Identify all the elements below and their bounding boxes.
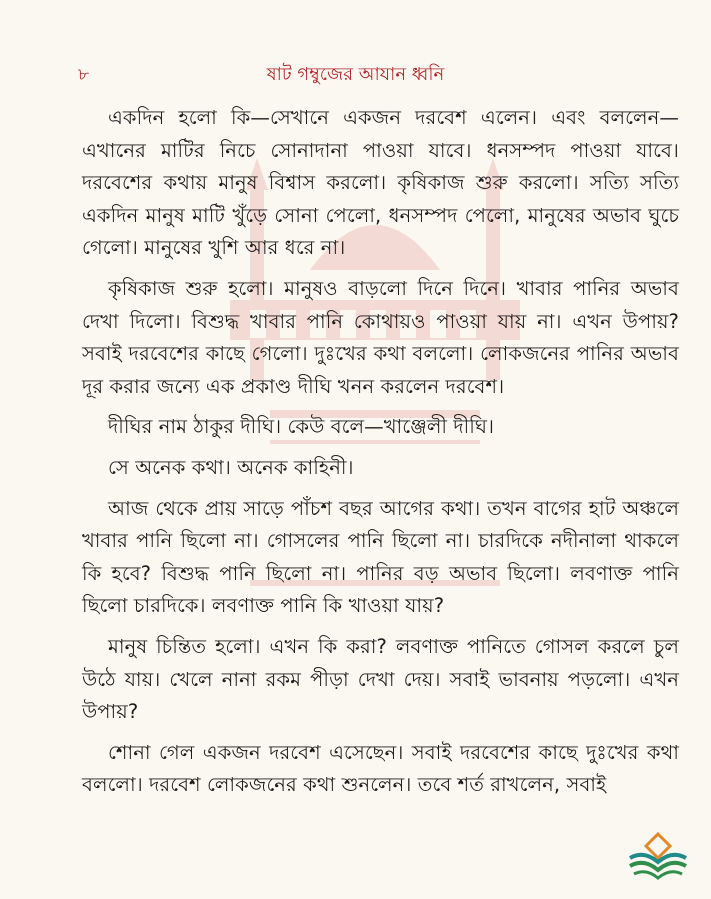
- paragraph: একদিন হলো কি—সেখানে একজন দরবেশ এলেন। এবং বললেন—এখানের মাটির নিচে সোনাদানা পাওয়া যাবে। ধনসম্পদ পাওয়া যাবে। দরবেশের কথায় মানুষ বিশ্বাস করলো। কৃষিকাজ শুরু করলো। সত্যি সত্যি একদিন মানুষ মাটি খুঁড়ে সোনা পেলো, ধনসম্পদ পেলো, মানুষের অভাব ঘুচে গেলো। মানুষের খুশি আর ধরে না।: [82, 106, 679, 260]
- paragraph: আজ থেকে প্রায় সাড়ে পাঁচশ বছর আগের কথা। তখন বাগের হাট অঞ্চলে খাবার পানি ছিলো না। গোসলের পানি ছিলো না। চারদিকে নদীনালা থাকলে কি হবে? বিশুদ্ধ পানি ছিলো না। পানির বড় অভাব ছিলো। লবণাক্ত পানি ছিলো চারদিকে। লবণাক্ত পানি কি খাওয়া যায়?: [82, 496, 679, 618]
- page-header: [0, 60, 711, 94]
- open-book-logo-icon: [626, 828, 690, 884]
- paragraph: শোনা গেল একজন দরবেশ এসেছেন। সবাই দরবেশের কাছে দুঃখের কথা বললো। দরবেশ লোকজনের কথা শুনলেন। তবে শর্ত রাখলেন, সবাই: [82, 740, 679, 797]
- paragraph: কৃষিকাজ শুরু হলো। মানুষও বাড়লো দিনে দিনে। খাবার পানির অভাব দেখা দিলো। বিশুদ্ধ খাবার পানি কোথায়ও পাওয়া যায় না। এখন উপায়? সবাই দরবেশের কাছে গেলো। দুঃখের কথা বললো। লোকজনের পানির অভাব দূর করার জন্যে এক প্রকাণ্ড দীঘি খনন করলেন দরবেশ।: [82, 276, 679, 398]
- page-number: ৮: [78, 65, 90, 85]
- body-text: [82, 102, 679, 810]
- paragraph: দীঘির নাম ঠাকুর দীঘি। কেউ বলে—খাঞ্জেলী দীঘি।: [108, 415, 495, 439]
- running-title: ষাট গম্বুজের আযান ধ্বনি: [266, 64, 445, 85]
- paragraph: মানুষ চিন্তিত হলো। এখন কি করা? লবণাক্ত পানিতে গোসল করলে চুল উঠে যায়। খেলে নানা রকম পীড়া দেখা দেয়। সবাই ভাবনায় পড়লো। এখন উপায়?: [82, 634, 679, 724]
- paragraph: সে অনেক কথা। অনেক কাহিনী।: [108, 455, 354, 479]
